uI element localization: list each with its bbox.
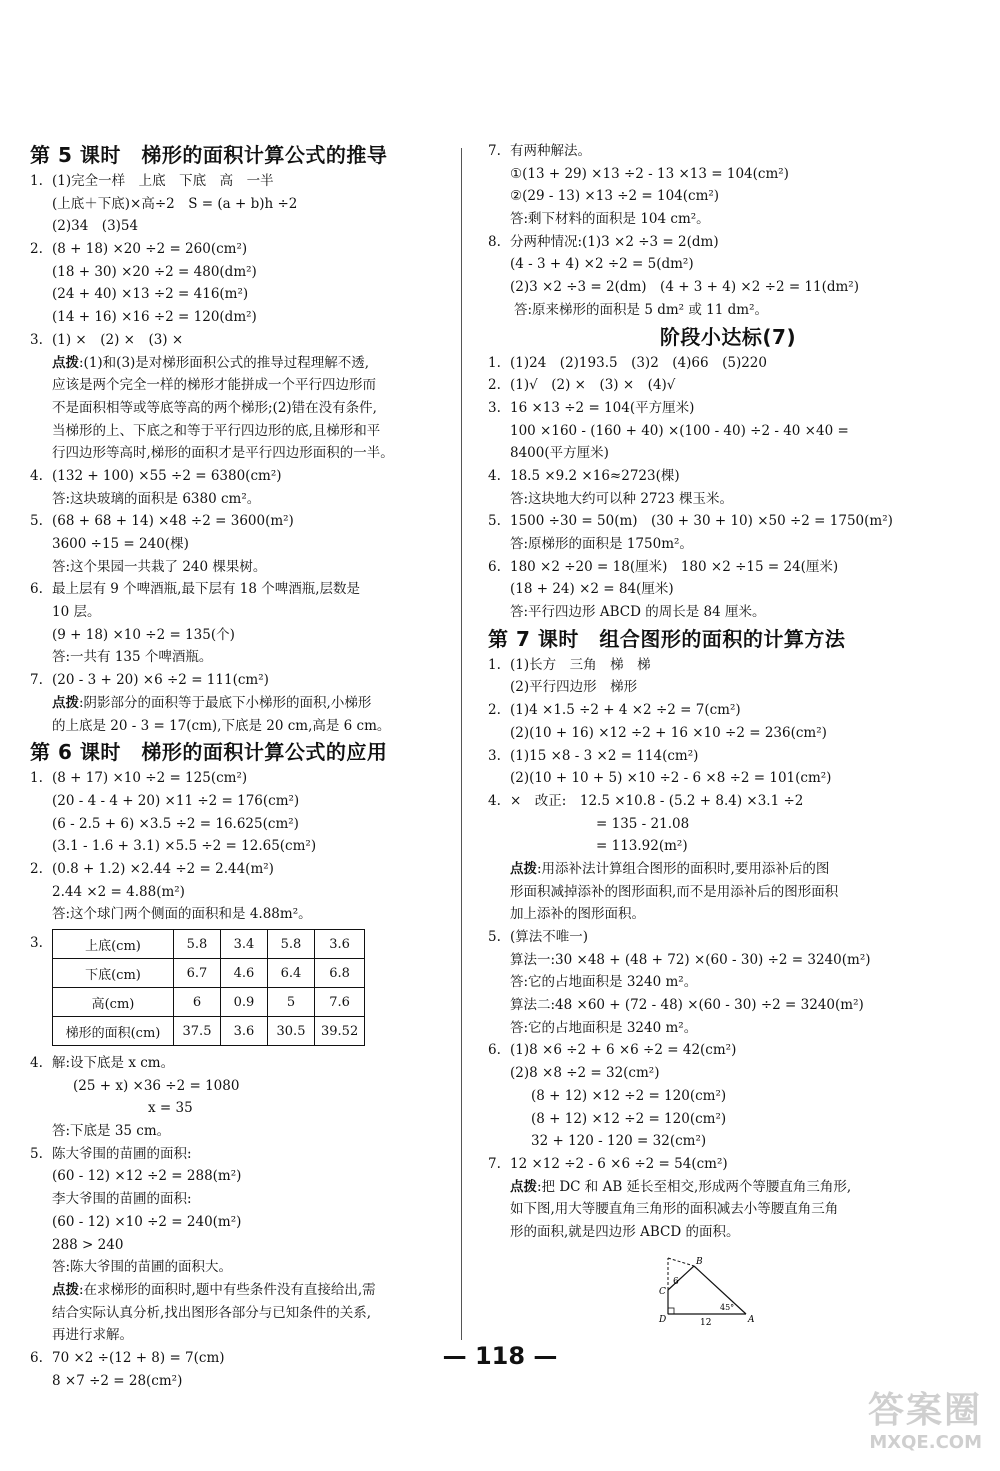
answer-text: 12 ×12 ÷2 - 6 ×6 ÷2 = 54(cm²) bbox=[510, 1155, 728, 1172]
answer-text: 的上底是 20 - 3 = 17(cm),下底是 20 cm,高是 6 cm。 bbox=[52, 717, 391, 734]
answer-line bbox=[488, 533, 968, 556]
answer-line bbox=[30, 646, 445, 669]
answer-text: (2)平行四边形 梯形 bbox=[510, 679, 638, 696]
answer-text: (20 - 3 + 20) ×6 ÷2 = 111(cm²) bbox=[52, 672, 269, 689]
answer-line bbox=[488, 556, 968, 579]
row-header: 下底(cm) bbox=[53, 959, 174, 988]
answer-line bbox=[30, 813, 445, 836]
question-number: 6. bbox=[30, 581, 43, 598]
answer-text: (2)8 ×8 ÷2 = 32(cm²) bbox=[510, 1065, 660, 1082]
answer-line bbox=[30, 1211, 445, 1234]
answer-line bbox=[488, 1108, 968, 1131]
answer-text: (60 - 12) ×12 ÷2 = 288(m²) bbox=[52, 1168, 242, 1185]
table-row bbox=[53, 988, 365, 1017]
answer-text: 答:下底是 35 cm。 bbox=[52, 1123, 171, 1140]
question-number: 6. bbox=[488, 558, 501, 575]
answer-line bbox=[488, 722, 968, 745]
question-number: 7. bbox=[488, 1155, 501, 1172]
answer-text: (2)34 (3)54 bbox=[52, 218, 139, 235]
answer-line bbox=[30, 465, 445, 488]
trapezoid-table bbox=[52, 929, 365, 1046]
answer-text: (1)4 ×1.5 ÷2 + 4 ×2 ÷2 = 7(cm²) bbox=[510, 702, 741, 719]
left-column bbox=[30, 140, 445, 1392]
answer-line bbox=[488, 1062, 968, 1085]
label-a: A bbox=[748, 1314, 755, 1325]
answer-line bbox=[30, 1097, 445, 1120]
table-cell: 37.5 bbox=[174, 1017, 221, 1046]
answer-line bbox=[488, 488, 968, 511]
right-column bbox=[488, 140, 968, 1331]
answer-line bbox=[30, 238, 445, 261]
answer-line bbox=[488, 352, 968, 375]
answer-line bbox=[488, 442, 968, 465]
answer-text: (2)3 ×2 ÷3 = 2(dm) (4 + 3 + 4) ×2 ÷2 = 11(dm²) bbox=[510, 279, 859, 296]
answer-line bbox=[30, 170, 445, 193]
answer-line bbox=[30, 215, 445, 238]
question-number: 1. bbox=[30, 173, 43, 189]
table-cell: 4.6 bbox=[221, 959, 268, 988]
answer-text: 点拨:(1)和(3)是对梯形面积公式的推导过程理解不透, bbox=[52, 354, 370, 371]
answer-line bbox=[30, 397, 445, 420]
answer-text: ②(29 - 13) ×13 ÷2 = 104(cm²) bbox=[510, 188, 720, 205]
answer-line bbox=[488, 971, 968, 994]
answer-line bbox=[30, 601, 445, 624]
answer-line bbox=[30, 858, 445, 881]
answer-line bbox=[488, 676, 968, 699]
question-number: 3. bbox=[30, 331, 43, 348]
answer-text: (1)√ (2) × (3) × (4)√ bbox=[510, 377, 676, 394]
question-number: 5. bbox=[488, 929, 501, 945]
answer-line bbox=[30, 488, 445, 511]
answer-text: 答:原来梯形的面积是 5 dm² 或 11 dm²。 bbox=[514, 301, 768, 318]
answer-line bbox=[488, 858, 968, 881]
row-header: 上底(cm) bbox=[53, 930, 174, 959]
answer-line bbox=[488, 276, 968, 299]
answer-text: (132 + 100) ×55 ÷2 = 6380(cm²) bbox=[52, 467, 282, 484]
answer-line bbox=[30, 1302, 445, 1325]
table-cell: 6 bbox=[174, 988, 221, 1017]
answer-text: 点拨:把 DC 和 AB 延长至相交,形成两个等腰直角三角形, bbox=[510, 1178, 852, 1195]
answer-line bbox=[30, 692, 445, 715]
answer-text: (8 + 12) ×12 ÷2 = 120(cm²) bbox=[531, 1087, 727, 1104]
answer-text: 8400(平方厘米) bbox=[510, 445, 609, 462]
answer-text: (8 + 17) ×10 ÷2 = 125(cm²) bbox=[52, 770, 248, 787]
answer-line bbox=[30, 767, 445, 790]
answer-text: 答:它的占地面积是 3240 m²。 bbox=[510, 974, 698, 991]
answer-line bbox=[30, 1370, 445, 1393]
lesson-7-answers bbox=[488, 654, 968, 1244]
answer-text: 结合实际认真分析,找出图形各部分与已知条件的关系, bbox=[52, 1304, 372, 1321]
answer-line bbox=[488, 994, 968, 1017]
question-number: 5. bbox=[488, 513, 501, 530]
question-number: 3. bbox=[488, 399, 501, 416]
answer-line bbox=[488, 1198, 968, 1221]
lesson-7-heading: 第 7 课时 组合图形的面积的计算方法 bbox=[488, 626, 846, 651]
table-cell: 6.8 bbox=[315, 959, 365, 988]
answer-text: (上底＋下底)×高÷2 S = (a + b)h ÷2 bbox=[52, 195, 298, 212]
question-number: 7. bbox=[488, 143, 501, 159]
answer-line bbox=[30, 442, 445, 465]
question-number: 5. bbox=[30, 513, 43, 530]
answer-text: 70 ×2 ÷(12 + 8) = 7(cm) bbox=[52, 1349, 225, 1366]
lesson-6-answers-cont bbox=[488, 140, 968, 322]
question-number: 1. bbox=[488, 354, 501, 371]
answer-line bbox=[488, 699, 968, 722]
answer-line bbox=[30, 193, 445, 216]
answer-line bbox=[488, 163, 968, 186]
table-cell: 5.8 bbox=[268, 930, 315, 959]
answer-line bbox=[30, 510, 445, 533]
answer-line bbox=[30, 1188, 445, 1211]
label-base: 12 bbox=[700, 1317, 712, 1327]
answer-line bbox=[30, 1052, 445, 1075]
answer-text: ①(13 + 29) ×13 ÷2 - 13 ×13 = 104(cm²) bbox=[510, 165, 789, 182]
question-number: 4. bbox=[30, 1055, 43, 1071]
watermark-logo-text: 答案圈 bbox=[867, 1390, 982, 1431]
answer-line bbox=[488, 926, 968, 949]
table-row bbox=[53, 930, 365, 959]
answer-line bbox=[488, 578, 968, 601]
answer-line bbox=[30, 533, 445, 556]
table-row bbox=[53, 959, 365, 988]
table-cell: 30.5 bbox=[268, 1017, 315, 1046]
answer-line bbox=[488, 790, 968, 813]
question-number: 7. bbox=[30, 672, 43, 689]
answer-line bbox=[488, 1153, 968, 1176]
answer-line bbox=[488, 949, 968, 972]
answer-line bbox=[488, 185, 968, 208]
answer-text: (1) × (2) × (3) × bbox=[52, 331, 184, 348]
answer-text: = 135 - 21.08 bbox=[596, 815, 690, 832]
quadrilateral-figure bbox=[658, 1252, 758, 1327]
question-number: 8. bbox=[488, 233, 501, 250]
answer-line bbox=[488, 299, 968, 322]
answer-text: (18 + 24) ×2 = 84(厘米) bbox=[510, 581, 674, 598]
answer-text: 答:剩下材料的面积是 104 cm²。 bbox=[510, 211, 710, 228]
question-number: 4. bbox=[488, 467, 501, 484]
label-b: B bbox=[696, 1256, 703, 1267]
answer-text: 当梯形的上、下底之和等于平行四边形的底,且梯形和平 bbox=[52, 422, 381, 439]
answer-text: 答:这个果园一共栽了 240 棵果树。 bbox=[52, 558, 267, 575]
answer-text: (2)(10 + 16) ×12 ÷2 + 16 ×10 ÷2 = 236(cm²) bbox=[510, 724, 827, 741]
answer-text: 288 > 240 bbox=[52, 1236, 124, 1253]
answer-line bbox=[488, 767, 968, 790]
table-cell: 6.7 bbox=[174, 959, 221, 988]
answer-text: 答:它的占地面积是 3240 m²。 bbox=[510, 1019, 698, 1036]
answer-text: (18 + 30) ×20 ÷2 = 480(dm²) bbox=[52, 263, 257, 280]
stage-answers bbox=[488, 352, 968, 624]
question-number: 2. bbox=[488, 702, 501, 719]
trapezoid-table-block bbox=[30, 929, 445, 1046]
answer-text: (14 + 16) ×16 ÷2 = 120(dm²) bbox=[52, 309, 257, 326]
answer-line bbox=[30, 715, 445, 738]
answer-line bbox=[488, 601, 968, 624]
answer-text: 如下图,用大等腰直角三角形的面积减去小等腰直角三角 bbox=[510, 1201, 839, 1218]
answer-text: (20 - 4 - 4 + 20) ×11 ÷2 = 176(cm²) bbox=[52, 792, 300, 809]
table-cell: 5.8 bbox=[174, 930, 221, 959]
answer-line bbox=[488, 140, 968, 163]
table-cell: 7.6 bbox=[315, 988, 365, 1017]
answer-line bbox=[488, 374, 968, 397]
answer-text: 加上添补的图形面积。 bbox=[510, 906, 645, 923]
answer-text: (4 - 3 + 4) ×2 ÷2 = 5(dm²) bbox=[510, 256, 694, 273]
answer-text: 10 层。 bbox=[52, 604, 101, 621]
answer-line bbox=[488, 654, 968, 677]
column-divider bbox=[461, 148, 462, 1340]
answer-line bbox=[488, 1221, 968, 1244]
question-number: 1. bbox=[30, 770, 43, 787]
answer-line bbox=[488, 1017, 968, 1040]
answer-text: (68 + 68 + 14) ×48 ÷2 = 3600(m²) bbox=[52, 513, 294, 530]
answer-text: 32 + 120 - 120 = 32(cm²) bbox=[531, 1133, 707, 1150]
label-d: D bbox=[659, 1314, 667, 1325]
label-side: 6 bbox=[673, 1276, 679, 1287]
answer-line bbox=[30, 881, 445, 904]
answer-text: 答:陈大爷围的苗圃的面积大。 bbox=[52, 1259, 233, 1276]
answer-text: (6 - 2.5 + 6) ×3.5 ÷2 = 16.625(cm²) bbox=[52, 815, 299, 832]
answer-text: (8 + 18) ×20 ÷2 = 260(cm²) bbox=[52, 241, 248, 258]
answer-text: = 113.92(m²) bbox=[596, 838, 688, 855]
answer-text: 形面积减掉添补的图形面积,而不是用添补后的图形面积 bbox=[510, 883, 839, 900]
table-cell: 3.6 bbox=[221, 1017, 268, 1046]
answer-line bbox=[30, 578, 445, 601]
lesson-5-answers bbox=[30, 170, 445, 737]
label-c: C bbox=[659, 1286, 666, 1297]
answer-line bbox=[488, 253, 968, 276]
answer-text: 形的面积,就是四边形 ABCD 的面积。 bbox=[510, 1223, 740, 1240]
watermark-url: MXQE.COM bbox=[869, 1432, 982, 1453]
lesson-6-heading: 第 6 课时 梯形的面积计算公式的应用 bbox=[30, 740, 388, 765]
answer-line bbox=[30, 261, 445, 284]
question-number: 3. bbox=[488, 747, 501, 764]
answer-text: (0.8 + 1.2) ×2.44 ÷2 = 2.44(m²) bbox=[52, 860, 274, 877]
answer-text: 行四边形等高时,梯形的面积才是平行四边形面积的一半。 bbox=[52, 445, 394, 462]
question-number: 4. bbox=[488, 792, 501, 809]
answer-line bbox=[488, 397, 968, 420]
question-number: 2. bbox=[30, 241, 43, 258]
lesson-6-answers-part1 bbox=[30, 767, 445, 926]
answer-line bbox=[488, 1130, 968, 1153]
answer-line bbox=[488, 1039, 968, 1062]
answer-text: 有两种解法。 bbox=[510, 143, 591, 159]
answer-text: (1)15 ×8 - 3 ×2 = 114(cm²) bbox=[510, 747, 699, 764]
answer-text: x = 35 bbox=[148, 1100, 193, 1117]
table-cell: 39.52 bbox=[315, 1017, 365, 1046]
answer-text: 100 ×160 - (160 + 40) ×(100 - 40) ÷2 - 40 ×40 = bbox=[510, 422, 849, 439]
answer-text: (3.1 - 1.6 + 3.1) ×5.5 ÷2 = 12.65(cm²) bbox=[52, 838, 317, 855]
answer-text: (25 + x) ×36 ÷2 = 1080 bbox=[73, 1077, 240, 1094]
answer-text: (8 + 12) ×12 ÷2 = 120(cm²) bbox=[531, 1110, 727, 1127]
answer-text: 3600 ÷15 = 240(棵) bbox=[52, 536, 189, 552]
answer-line bbox=[30, 374, 445, 397]
label-angle: 45° bbox=[720, 1302, 735, 1312]
answer-text: 应该是两个完全一样的梯形才能拼成一个平行四边形而 bbox=[52, 377, 376, 394]
answer-line bbox=[30, 790, 445, 813]
answer-text: × 改正: 12.5 ×10.8 - (5.2 + 8.4) ×3.1 ÷2 bbox=[510, 792, 804, 809]
answer-line bbox=[488, 835, 968, 858]
answer-text: 分两种情况:(1)3 ×2 ÷3 = 2(dm) bbox=[510, 233, 719, 250]
answer-line bbox=[30, 1279, 445, 1302]
answer-text: (1)完全一样 上底 下底 高 一半 bbox=[52, 173, 274, 189]
answer-text: 8 ×7 ÷2 = 28(cm²) bbox=[52, 1372, 183, 1389]
answer-line bbox=[488, 208, 968, 231]
question-number: 6. bbox=[30, 1349, 43, 1366]
answer-text: (1)24 (2)193.5 (3)2 (4)66 (5)220 bbox=[510, 354, 767, 371]
answer-line bbox=[30, 835, 445, 858]
answer-text: (1)8 ×6 ÷2 + 6 ×6 ÷2 = 42(cm²) bbox=[510, 1042, 737, 1059]
answer-line bbox=[30, 1075, 445, 1098]
answer-text: 1500 ÷30 = 50(m) (30 + 30 + 10) ×50 ÷2 = 1750(m²) bbox=[510, 513, 893, 530]
answer-line bbox=[30, 1120, 445, 1143]
answer-text: 答:平行四边形 ABCD 的周长是 84 厘米。 bbox=[510, 604, 766, 621]
answer-text: 答:这个球门两个侧面的面积和是 4.88m²。 bbox=[52, 906, 312, 923]
answer-text: 18.5 ×9.2 ×16≈2723(棵) bbox=[510, 467, 680, 484]
answer-text: 180 ×2 ÷20 = 18(厘米) 180 ×2 ÷15 = 24(厘米) bbox=[510, 558, 839, 575]
answer-text: 答:一共有 135 个啤酒瓶。 bbox=[52, 649, 213, 666]
answer-line bbox=[488, 465, 968, 488]
question-number: 4. bbox=[30, 467, 43, 484]
answer-text: 再进行求解。 bbox=[52, 1327, 133, 1344]
page-number: — 118 — bbox=[442, 1342, 558, 1370]
answer-line bbox=[488, 881, 968, 904]
answer-text: 点拨:在求梯形的面积时,题中有些条件没有直接给出,需 bbox=[52, 1281, 376, 1298]
table-cell: 5 bbox=[268, 988, 315, 1017]
answer-line bbox=[30, 669, 445, 692]
answer-line bbox=[488, 1176, 968, 1199]
answer-line bbox=[30, 1256, 445, 1279]
answer-line bbox=[488, 420, 968, 443]
answer-text: 陈大爷围的苗圃的面积: bbox=[52, 1145, 192, 1162]
table-row bbox=[53, 1017, 365, 1046]
table-cell: 3.4 bbox=[221, 930, 268, 959]
answer-line bbox=[30, 420, 445, 443]
stage-heading: 阶段小达标(7) bbox=[659, 324, 797, 349]
answer-text: 答:这块玻璃的面积是 6380 cm²。 bbox=[52, 490, 261, 507]
question-number: 2. bbox=[30, 860, 43, 877]
answer-text: 点拨:用添补法计算组合图形的面积时,要用添补后的图 bbox=[510, 860, 830, 877]
answer-text: 李大爷围的苗圃的面积: bbox=[52, 1191, 192, 1208]
answer-text: 解:设下底是 x cm。 bbox=[52, 1055, 175, 1071]
row-header: 梯形的面积(cm) bbox=[53, 1017, 174, 1046]
answer-text: 不是面积相等或等底等高的两个梯形;(2)错在没有条件, bbox=[52, 399, 377, 416]
answer-text: (算法不唯一) bbox=[510, 929, 589, 945]
answer-line bbox=[488, 510, 968, 533]
answer-text: 最上层有 9 个啤酒瓶,最下层有 18 个啤酒瓶,层数是 bbox=[52, 581, 361, 598]
question-number: 6. bbox=[488, 1042, 501, 1059]
table-cell: 6.4 bbox=[268, 959, 315, 988]
answer-text: 16 ×13 ÷2 = 104(平方厘米) bbox=[510, 399, 695, 416]
row-header: 高(cm) bbox=[53, 988, 174, 1017]
answer-line bbox=[30, 556, 445, 579]
table-cell: 0.9 bbox=[221, 988, 268, 1017]
answer-text: (24 + 40) ×13 ÷2 = 416(m²) bbox=[52, 286, 249, 303]
answer-line bbox=[488, 1085, 968, 1108]
answer-text: 2.44 ×2 = 4.88(m²) bbox=[52, 883, 185, 900]
answer-text: (1)长方 三角 梯 梯 bbox=[510, 656, 651, 673]
answer-line bbox=[30, 329, 445, 352]
table-question-number: 3. bbox=[30, 935, 43, 951]
answer-line bbox=[30, 903, 445, 926]
answer-line bbox=[488, 745, 968, 768]
answer-line bbox=[30, 352, 445, 375]
table-cell: 3.6 bbox=[315, 930, 365, 959]
answer-text: 算法一:30 ×48 + (48 + 72) ×(60 - 30) ÷2 = 3240(m²) bbox=[510, 951, 871, 968]
answer-line bbox=[30, 1234, 445, 1257]
answer-text: 答:这块地大约可以种 2723 棵玉米。 bbox=[510, 490, 733, 507]
question-number: 5. bbox=[30, 1145, 43, 1162]
answer-line bbox=[30, 624, 445, 647]
answer-line bbox=[30, 1143, 445, 1166]
answer-line bbox=[488, 813, 968, 836]
answer-text: 答:原梯形的面积是 1750m²。 bbox=[510, 536, 693, 552]
question-number: 2. bbox=[488, 377, 501, 394]
answer-text: 算法二:48 ×60 + (72 - 48) ×(60 - 30) ÷2 = 3240(m²) bbox=[510, 997, 864, 1014]
answer-line bbox=[30, 306, 445, 329]
question-number: 1. bbox=[488, 656, 501, 673]
answer-text: (9 + 18) ×10 ÷2 = 135(个) bbox=[52, 626, 235, 643]
answer-line bbox=[30, 283, 445, 306]
answer-text: (60 - 12) ×10 ÷2 = 240(m²) bbox=[52, 1213, 242, 1230]
answer-text: 点拨:阴影部分的面积等于最底下小梯形的面积,小梯形 bbox=[52, 694, 372, 711]
watermark bbox=[832, 1391, 982, 1461]
answer-line bbox=[30, 1165, 445, 1188]
lesson-5-heading: 第 5 课时 梯形的面积计算公式的推导 bbox=[30, 143, 388, 167]
answer-text: (2)(10 + 10 + 5) ×10 ÷2 - 6 ×8 ÷2 = 101(cm²) bbox=[510, 770, 832, 787]
answer-line bbox=[488, 903, 968, 926]
answer-line bbox=[488, 231, 968, 254]
